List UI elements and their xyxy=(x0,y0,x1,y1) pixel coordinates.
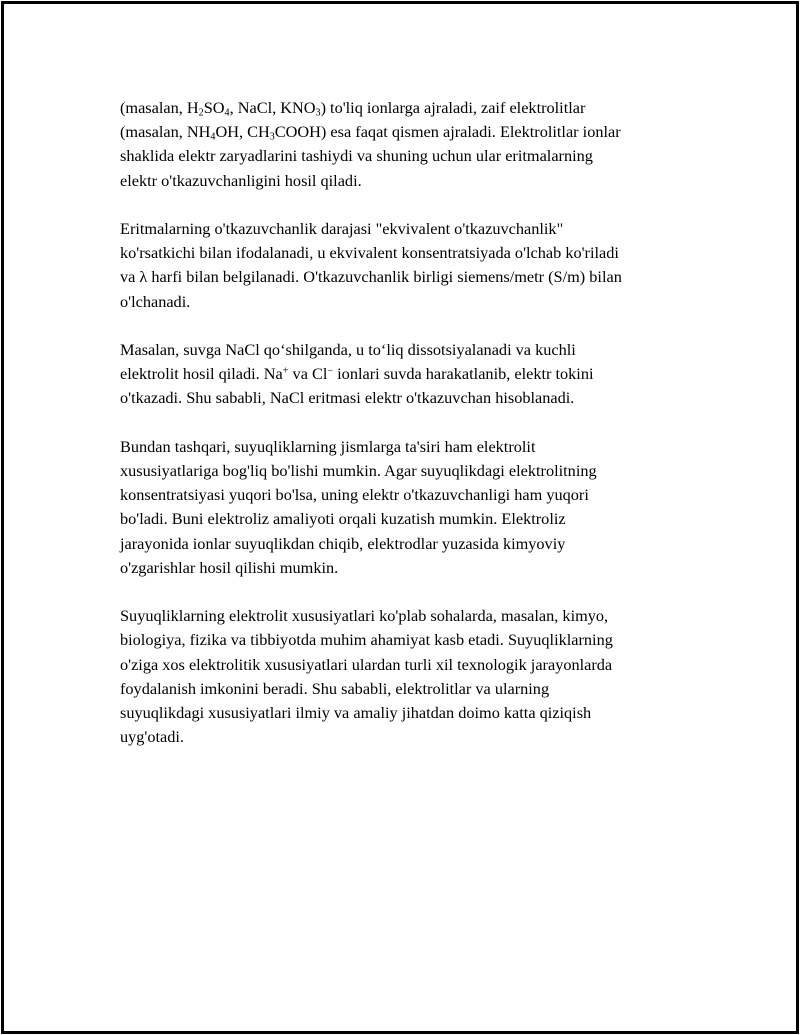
text-run: o'zgarishlar hosil qilishi mumkin. xyxy=(120,557,339,577)
subscript: 3 xyxy=(269,131,275,143)
text-line xyxy=(120,169,700,193)
superscript: − xyxy=(327,365,334,377)
paragraph-2 xyxy=(120,217,700,314)
text-run: o'ziga xos elektrolitik xususiyatlari ulardan turli xil texnologik jarayonlarda xyxy=(120,654,613,674)
text-line xyxy=(120,217,700,241)
text-line xyxy=(120,677,700,701)
text-line xyxy=(120,96,700,120)
text-line xyxy=(120,507,700,531)
text-run: , NaCl, KNO xyxy=(229,98,316,117)
subscript: 4 xyxy=(210,131,216,143)
text-run: ko'rsatkichi bilan ifodalanadi, u ekvivalent konsentratsiyada o'lchab ko'riladi xyxy=(120,243,619,263)
text-run: foydalanish imkonini beradi. Shu sababli, elektrolitlar va ularning xyxy=(120,678,550,698)
text-run: Eritmalarning o'tkazuvchanlik darajasi "ekvivalent o'tkazuvchanlik" xyxy=(120,219,564,238)
document-body xyxy=(120,96,700,774)
text-line xyxy=(120,459,700,483)
text-line xyxy=(120,556,700,580)
text-line xyxy=(120,628,700,652)
text-line xyxy=(120,435,700,459)
subscript: 3 xyxy=(315,107,321,119)
paragraph-3 xyxy=(120,338,700,411)
text-line xyxy=(120,290,700,314)
text-run: COOH) esa faqat qismen ajraladi. Elektrolitlar ionlar xyxy=(274,122,621,142)
text-run: xususiyatlariga bog'liq bo'lishi mumkin. Agar suyuqlikdagi elektrolitning xyxy=(120,461,597,480)
text-run: Bundan tashqari, suyuqliklarning jismlarga ta'siri ham elektrolit xyxy=(120,436,536,456)
page-frame xyxy=(1,1,799,1034)
text-run: (masalan, NH xyxy=(120,122,211,142)
text-line xyxy=(120,386,700,410)
text-line xyxy=(120,241,700,265)
paragraph-1 xyxy=(120,96,700,193)
text-run: Suyuqliklarning elektrolit xususiyatlari ko'plab sohalarda, masalan, kimyo, xyxy=(120,606,609,626)
text-line xyxy=(120,483,700,507)
paragraph-5 xyxy=(120,604,700,749)
text-line xyxy=(120,120,700,144)
superscript: + xyxy=(282,365,289,377)
text-run: o'lchanadi. xyxy=(120,291,191,311)
text-line xyxy=(120,725,700,749)
text-run: Masalan, suvga NaCl qo‘shilganda, u to‘liq dissotsiyalanadi va kuchli xyxy=(120,340,576,359)
text-run: SO xyxy=(203,98,225,117)
text-run: biologiya, fizika va tibbiyotda muhim ahamiyat kasb etadi. Suyuqliklarning xyxy=(120,630,613,650)
text-line xyxy=(120,144,700,168)
paragraph-4 xyxy=(120,435,700,580)
text-run: suyuqlikdagi xususiyatlari ilmiy va amaliy jihatdan doimo katta qiziqish xyxy=(120,703,592,723)
text-run: bo'ladi. Buni elektroliz amaliyoti orqali kuzatish mumkin. Elektroliz xyxy=(120,509,566,529)
text-run: ionlari suvda harakatlanib, elektr tokini xyxy=(333,364,594,384)
text-run: o'tkazadi. Shu sababli, NaCl eritmasi elektr o'tkazuvchan hisoblanadi. xyxy=(120,388,575,408)
text-line xyxy=(120,701,700,725)
text-run: elektr o'tkazuvchanligini hosil qiladi. xyxy=(120,170,362,190)
text-run: ) to'liq ionlarga ajraladi, zaif elektrolitlar xyxy=(320,98,586,117)
text-run: elektrolit hosil qiladi. Na xyxy=(120,364,283,384)
text-line xyxy=(120,653,700,677)
text-run: (masalan, H xyxy=(120,98,199,117)
text-run: OH, CH xyxy=(215,122,270,142)
text-line xyxy=(120,265,700,289)
subscript: 4 xyxy=(224,107,230,119)
text-run: va Cl xyxy=(288,364,328,384)
subscript: 2 xyxy=(198,107,204,119)
text-run: va λ harfi bilan belgilanadi. O'tkazuvchanlik birligi siemens/metr (S/m) bilan xyxy=(120,267,622,287)
text-run: shaklida elektr zaryadlarini tashiydi va shuning uchun ular eritmalarning xyxy=(120,146,593,166)
text-line xyxy=(120,338,700,362)
text-line xyxy=(120,532,700,556)
text-line xyxy=(120,362,700,386)
text-run: jarayonida ionlar suyuqlikdan chiqib, elektrodlar yuzasida kimyoviy xyxy=(120,533,566,553)
text-run: uyg'otadi. xyxy=(120,727,184,747)
text-line xyxy=(120,604,700,628)
text-run: konsentratsiyasi yuqori bo'lsa, uning elektr o'tkazuvchanligi ham yuqori xyxy=(120,485,589,505)
